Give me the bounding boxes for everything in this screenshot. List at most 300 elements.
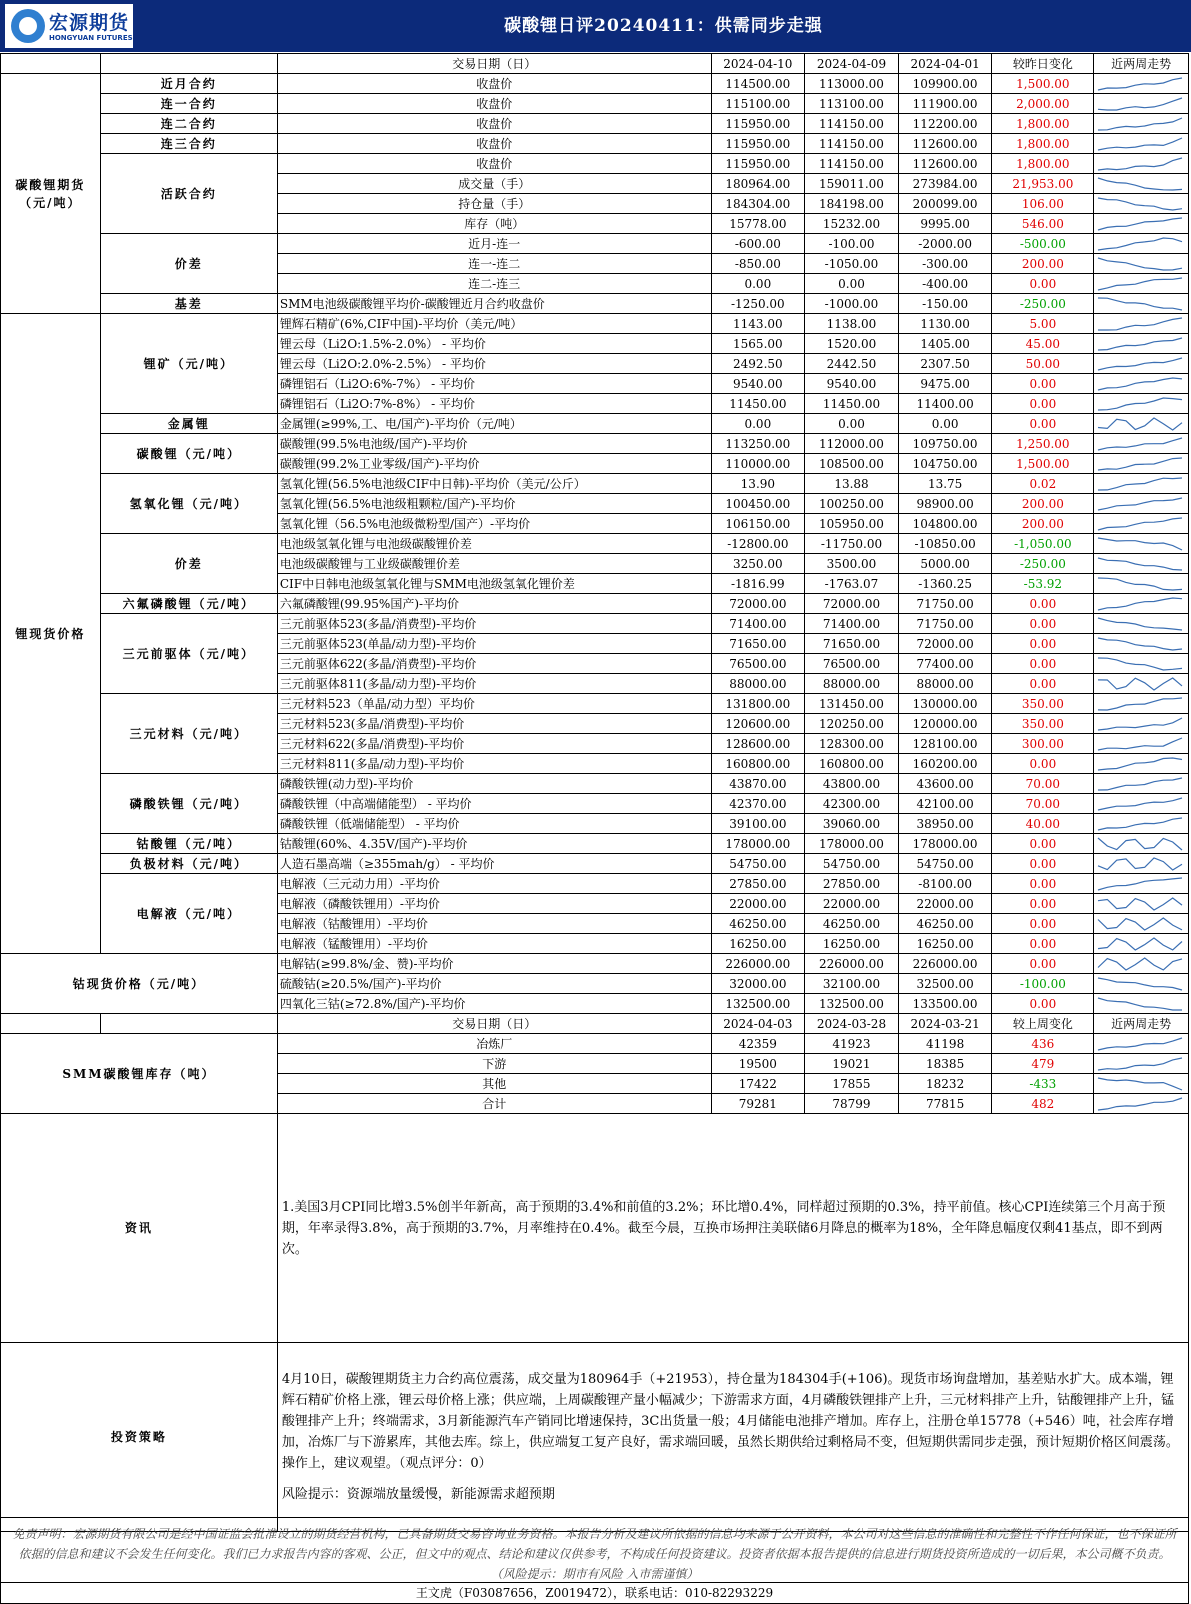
value-cell: 5000.00: [898, 554, 992, 574]
indicator-label: 硫酸钴(≥20.5%/国产)-平均价: [277, 974, 711, 994]
trend-sparkline: [1094, 634, 1189, 654]
change-cell: 50.00: [992, 354, 1094, 374]
sparkline-line: [1098, 198, 1182, 210]
strategy-text: 4月10日，碳酸锂期货主力合约高位震荡，成交量为180964手（+21953），持仓量为184304手(+106)。现货市场询盘增加，基差贴水扩大。成本端，锂辉石精矿价格上涨，锂云母价格上涨；供应端，上周碳酸锂产量小幅减少；下游需求方面，4月磷酸铁锂排产上升，三元材料排产上升，钴酸锂排产上升，锰酸锂排产上升；终端需求，3月新能源汽车产销同比增速保持，3C出货量一般；4月储能电池排产增加。库存上，注册仓单15778（+546）吨，社会库存增加，冶炼厂与下游累库，其他去库。综上，供应端复工复产良好，需求端回暖，虽然长期供给过剩格局不变，但短期供需同步走强，预计短期价格区间震荡。操作上，建议观望。（观点评分：0）: [281, 1372, 1179, 1471]
change-cell: 70.00: [992, 794, 1094, 814]
trend-sparkline: [1094, 654, 1189, 674]
value-cell: 113100.00: [805, 94, 899, 114]
report-header: [0, 0, 1191, 52]
indicator-label: 冶炼厂: [277, 1034, 711, 1054]
table-row: [1, 774, 1189, 794]
value-cell: -1000.00: [805, 294, 899, 314]
value-cell: 42100.00: [898, 794, 992, 814]
strategy-label: 投资策略: [1, 1343, 278, 1532]
table-row: [1, 474, 1189, 494]
value-cell: 17422: [711, 1074, 805, 1094]
change-cell: 0.00: [992, 994, 1094, 1014]
trend-sparkline: [1094, 594, 1189, 614]
sparkline-line: [1098, 938, 1182, 950]
value-cell: 42300.00: [805, 794, 899, 814]
trend-sparkline: [1094, 574, 1189, 594]
value-cell: 22000.00: [898, 894, 992, 914]
subgroup-label: 活跃合约: [100, 154, 277, 234]
value-cell: 79281: [711, 1094, 805, 1114]
change-cell: 482: [992, 1094, 1094, 1114]
indicator-label: 库存（吨）: [277, 214, 711, 234]
trend-sparkline: [1094, 674, 1189, 694]
table-row: [1, 594, 1189, 614]
indicator-label: 磷锂铝石（Li2O:7%-8%） - 平均价: [277, 394, 711, 414]
indicator-label: 收盘价: [277, 134, 711, 154]
trend-sparkline: [1094, 234, 1189, 254]
trend-sparkline: [1094, 74, 1189, 94]
sparkline-line: [1098, 878, 1182, 890]
sparkline-line: [1098, 1098, 1182, 1110]
change-cell: 1,800.00: [992, 154, 1094, 174]
value-cell: 46250.00: [898, 914, 992, 934]
trend-sparkline: [1094, 974, 1189, 994]
trend-sparkline: [1094, 874, 1189, 894]
value-cell: -100.00: [805, 234, 899, 254]
value-cell: 9995.00: [898, 214, 992, 234]
value-cell: 27850.00: [805, 874, 899, 894]
value-cell: 115950.00: [711, 134, 805, 154]
value-cell: 159011.00: [805, 174, 899, 194]
value-cell: 39100.00: [711, 814, 805, 834]
sparkline-line: [1098, 818, 1182, 830]
sparkline-line: [1098, 918, 1182, 930]
table-row: [1, 134, 1189, 154]
table-row: [1, 954, 1189, 974]
indicator-label: 连二-连三: [277, 274, 711, 294]
change-cell: -53.92: [992, 574, 1094, 594]
sparkline-line: [1098, 958, 1182, 970]
sparkline-line: [1098, 758, 1182, 770]
value-cell: 41198: [898, 1034, 992, 1054]
value-cell: 0.00: [805, 414, 899, 434]
news-text: 1.美国3月CPI同比增3.5%创半年新高，高于预期的3.4%和前值的3.2%；环比增0.4%，同样超过预期的0.3%，持平前值。核心CPI连续第三个月高于预期，年率录得3.8%，高于预期的3.7%，月率维持在0.4%。截至今晨，互换市场押注美联储6月降息的概率为18%，全年降息幅度仅剩41基点，即不到两次。: [277, 1114, 1188, 1343]
trend-sparkline: [1094, 434, 1189, 454]
change-cell: 106.00: [992, 194, 1094, 214]
value-cell: 120600.00: [711, 714, 805, 734]
value-cell: 98900.00: [898, 494, 992, 514]
subgroup-label: 三元材料（元/吨）: [100, 694, 277, 774]
value-cell: -850.00: [711, 254, 805, 274]
logo-cn: 宏源期货: [49, 12, 130, 34]
value-cell: -8100.00: [898, 874, 992, 894]
value-cell: 32500.00: [898, 974, 992, 994]
value-cell: 226000.00: [898, 954, 992, 974]
value-cell: 9475.00: [898, 374, 992, 394]
indicator-label: 电解液（钴酸锂用）-平均价: [277, 914, 711, 934]
header-trend: 近两周走势: [1094, 54, 1189, 74]
trend-sparkline: [1094, 394, 1189, 414]
change-cell: 0.00: [992, 874, 1094, 894]
value-cell: 132500.00: [805, 994, 899, 1014]
value-cell: 1130.00: [898, 314, 992, 334]
trend-sparkline: [1094, 894, 1189, 914]
indicator-label: 三元材料622(多晶/消费型)-平均价: [277, 734, 711, 754]
value-cell: -2000.00: [898, 234, 992, 254]
value-cell: 42370.00: [711, 794, 805, 814]
trend-sparkline: [1094, 694, 1189, 714]
sparkline-line: [1098, 478, 1182, 490]
trend-sparkline: [1094, 994, 1189, 1014]
trend-sparkline: [1094, 474, 1189, 494]
value-cell: 72000.00: [805, 594, 899, 614]
change-cell: 1,500.00: [992, 454, 1094, 474]
value-cell: 15232.00: [805, 214, 899, 234]
indicator-label: 四氧化三钴(≥72.8%/国产)-平均价: [277, 994, 711, 1014]
trend-sparkline: [1094, 134, 1189, 154]
indicator-label: 收盘价: [277, 94, 711, 114]
indicator-label: 三元材料523(多晶/消费型)-平均价: [277, 714, 711, 734]
table-row: [1, 94, 1189, 114]
value-cell: -11750.00: [805, 534, 899, 554]
value-cell: -1360.25: [898, 574, 992, 594]
value-cell: 54750.00: [711, 854, 805, 874]
trend-sparkline: [1094, 114, 1189, 134]
sparkline-line: [1098, 378, 1182, 390]
change-cell: 0.00: [992, 894, 1094, 914]
value-cell: 2492.50: [711, 354, 805, 374]
indicator-label: 锂云母（Li2O:2.0%-2.5%） - 平均价: [277, 354, 711, 374]
value-cell: 105950.00: [805, 514, 899, 534]
value-cell: 131450.00: [805, 694, 899, 714]
subgroup-label: 钴酸锂（元/吨）: [100, 834, 277, 854]
value-cell: 106150.00: [711, 514, 805, 534]
change-cell: -500.00: [992, 234, 1094, 254]
change-cell: 546.00: [992, 214, 1094, 234]
value-cell: -150.00: [898, 294, 992, 314]
value-cell: 178000.00: [898, 834, 992, 854]
value-cell: 38950.00: [898, 814, 992, 834]
value-cell: 0.00: [805, 274, 899, 294]
value-cell: 160800.00: [805, 754, 899, 774]
indicator-label: 三元前驱体523(单晶/动力型)-平均价: [277, 634, 711, 654]
table-header-row: [1, 54, 1189, 74]
value-cell: 120250.00: [805, 714, 899, 734]
value-cell: 18232: [898, 1074, 992, 1094]
trend-sparkline: [1094, 814, 1189, 834]
value-cell: 32000.00: [711, 974, 805, 994]
sparkline-line: [1098, 978, 1182, 990]
value-cell: 184304.00: [711, 194, 805, 214]
value-cell: 43870.00: [711, 774, 805, 794]
value-cell: 39060.00: [805, 814, 899, 834]
subgroup-label: 基差: [100, 294, 277, 314]
header-change: 较昨日变化: [992, 54, 1094, 74]
change-cell: 436: [992, 1034, 1094, 1054]
change-cell: 0.00: [992, 934, 1094, 954]
indicator-label: 三元前驱体622(多晶/消费型)-平均价: [277, 654, 711, 674]
indicator-label: 收盘价: [277, 114, 711, 134]
value-cell: 109900.00: [898, 74, 992, 94]
value-cell: 88000.00: [898, 674, 992, 694]
header-date-3: 2024-04-01: [898, 54, 992, 74]
change-cell: 0.00: [992, 654, 1094, 674]
value-cell: 76500.00: [711, 654, 805, 674]
indicator-label: 近月-连一: [277, 234, 711, 254]
empty-cell: [100, 1014, 277, 1034]
change-cell: 300.00: [992, 734, 1094, 754]
value-cell: 133500.00: [898, 994, 992, 1014]
change-cell: -250.00: [992, 554, 1094, 574]
sparkline-line: [1098, 138, 1182, 150]
subgroup-label: 连二合约: [100, 114, 277, 134]
logo-en: HONGYUAN FUTURES: [49, 34, 133, 42]
value-cell: 114150.00: [805, 134, 899, 154]
value-cell: 77400.00: [898, 654, 992, 674]
value-cell: 0.00: [711, 274, 805, 294]
change-cell: 0.00: [992, 674, 1094, 694]
value-cell: 88000.00: [711, 674, 805, 694]
trend-sparkline: [1094, 934, 1189, 954]
change-cell: 2,000.00: [992, 94, 1094, 114]
indicator-label: 氢氧化锂(56.5%电池级CIF中日韩)-平均价（美元/公斤）: [277, 474, 711, 494]
header-date: 2024-03-28: [805, 1014, 899, 1034]
value-cell: -10850.00: [898, 534, 992, 554]
indicator-label: 成交量（手）: [277, 174, 711, 194]
trend-sparkline: [1094, 614, 1189, 634]
sparkline-line: [1098, 658, 1182, 670]
sparkline-line: [1098, 558, 1182, 570]
value-cell: 200099.00: [898, 194, 992, 214]
value-cell: 273984.00: [898, 174, 992, 194]
change-cell: 200.00: [992, 514, 1094, 534]
value-cell: 113250.00: [711, 434, 805, 454]
sparkline-line: [1098, 698, 1182, 710]
header-date-1: 2024-04-10: [711, 54, 805, 74]
change-cell: 0.00: [992, 854, 1094, 874]
value-cell: 43600.00: [898, 774, 992, 794]
sparkline-line: [1098, 778, 1182, 790]
trend-sparkline: [1094, 514, 1189, 534]
indicator-label: 磷酸铁锂(动力型)-平均价: [277, 774, 711, 794]
empty-cell: [1, 1014, 101, 1034]
value-cell: -600.00: [711, 234, 805, 254]
value-cell: 1565.00: [711, 334, 805, 354]
value-cell: 128300.00: [805, 734, 899, 754]
change-cell: 0.00: [992, 594, 1094, 614]
change-cell: 0.00: [992, 914, 1094, 934]
value-cell: 130000.00: [898, 694, 992, 714]
value-cell: 15778.00: [711, 214, 805, 234]
sparkline-line: [1098, 798, 1182, 810]
trend-sparkline: [1094, 1054, 1189, 1074]
table-row: [1, 74, 1189, 94]
indicator-label: 人造石墨高端（≥355mah/g） - 平均价: [277, 854, 711, 874]
trend-sparkline: [1094, 454, 1189, 474]
value-cell: 19500: [711, 1054, 805, 1074]
sparkline-line: [1098, 518, 1182, 530]
indicator-label: 其他: [277, 1074, 711, 1094]
change-cell: 1,800.00: [992, 134, 1094, 154]
sparkline-line: [1098, 498, 1182, 510]
company-logo: [4, 3, 134, 49]
value-cell: 112600.00: [898, 134, 992, 154]
value-cell: 13.90: [711, 474, 805, 494]
change-cell: 0.00: [992, 754, 1094, 774]
sparkline-line: [1098, 218, 1182, 230]
value-cell: 16250.00: [898, 934, 992, 954]
inventory-header-row: [1, 1014, 1189, 1034]
value-cell: 19021: [805, 1054, 899, 1074]
indicator-label: SMM电池级碳酸锂平均价-碳酸锂近月合约收盘价: [277, 294, 711, 314]
value-cell: 112000.00: [805, 434, 899, 454]
value-cell: 114150.00: [805, 114, 899, 134]
value-cell: 108500.00: [805, 454, 899, 474]
value-cell: 178000.00: [711, 834, 805, 854]
strategy-cell: [277, 1343, 1188, 1532]
value-cell: 115950.00: [711, 154, 805, 174]
sparkline-line: [1098, 618, 1182, 630]
sparkline-line: [1098, 1058, 1182, 1070]
indicator-label: 电解液（锰酸锂用）-平均价: [277, 934, 711, 954]
value-cell: 46250.00: [805, 914, 899, 934]
trend-sparkline: [1094, 334, 1189, 354]
value-cell: 42359: [711, 1034, 805, 1054]
value-cell: 112200.00: [898, 114, 992, 134]
header-date-label: 交易日期（日）: [277, 1014, 711, 1034]
indicator-label: 锂辉石精矿(6%,CIF中国)-平均价（美元/吨）: [277, 314, 711, 334]
sparkline-line: [1098, 258, 1182, 270]
subgroup-label: 电解液（元/吨）: [100, 874, 277, 954]
indicator-label: 钴酸锂(60%、4.35V/国产)-平均价: [277, 834, 711, 854]
value-cell: 128100.00: [898, 734, 992, 754]
indicator-label: 磷锂铝石（Li2O:6%-7%） - 平均价: [277, 374, 711, 394]
table-row: [1, 114, 1189, 134]
change-cell: 200.00: [992, 494, 1094, 514]
value-cell: 113000.00: [805, 74, 899, 94]
value-cell: 100250.00: [805, 494, 899, 514]
change-cell: 0.00: [992, 414, 1094, 434]
trend-sparkline: [1094, 294, 1189, 314]
sparkline-line: [1098, 858, 1182, 870]
change-cell: 0.00: [992, 834, 1094, 854]
sparkline-line: [1098, 578, 1182, 590]
trend-sparkline: [1094, 854, 1189, 874]
indicator-label: 三元材料811(多晶/动力型)-平均价: [277, 754, 711, 774]
value-cell: 16250.00: [805, 934, 899, 954]
value-cell: 11450.00: [711, 394, 805, 414]
sparkline-line: [1098, 158, 1182, 170]
value-cell: 109750.00: [898, 434, 992, 454]
disclaimer: 免责声明：宏源期货有限公司是经中国证监会批准设立的期货经营机构，已具备期货交易咨询业务资格。本报告分析及建议所依据的信息均来源于公开资料，本公司对这些信息的准确性和完整性不作任何保证，也不保证所依据的信息和建议不会发生任何变化。我们已力求报告内容的客观、公正，但文中的观点、结论和建议仅供参考，不构成任何投资建议。投资者依据本报告提供的信息进行期货投资所造成的一切后果，本公司概不负责。（风险提示：期市有风险 入市需谨慎）: [0, 1517, 1189, 1583]
value-cell: -1816.99: [711, 574, 805, 594]
value-cell: 112600.00: [898, 154, 992, 174]
value-cell: 72000.00: [898, 634, 992, 654]
value-cell: 178000.00: [805, 834, 899, 854]
change-cell: 40.00: [992, 814, 1094, 834]
value-cell: 3250.00: [711, 554, 805, 574]
trend-sparkline: [1094, 714, 1189, 734]
trend-sparkline: [1094, 1094, 1189, 1114]
value-cell: -400.00: [898, 274, 992, 294]
value-cell: -1050.00: [805, 254, 899, 274]
indicator-label: 金属锂(≥99%,工、电/国产)-平均价（元/吨）: [277, 414, 711, 434]
value-cell: 0.00: [711, 414, 805, 434]
sparkline-line: [1098, 438, 1182, 450]
change-cell: 5.00: [992, 314, 1094, 334]
strategy-row: [1, 1343, 1189, 1532]
value-cell: -1250.00: [711, 294, 805, 314]
sparkline-line: [1098, 838, 1182, 850]
indicator-label: 收盘价: [277, 74, 711, 94]
indicator-label: 下游: [277, 1054, 711, 1074]
sparkline-line: [1098, 178, 1182, 190]
change-cell: 350.00: [992, 714, 1094, 734]
value-cell: 76500.00: [805, 654, 899, 674]
indicator-label: 连一-连二: [277, 254, 711, 274]
value-cell: 132500.00: [711, 994, 805, 1014]
value-cell: 1143.00: [711, 314, 805, 334]
table-row: [1, 694, 1189, 714]
value-cell: 71650.00: [711, 634, 805, 654]
value-cell: 115950.00: [711, 114, 805, 134]
value-cell: -12800.00: [711, 534, 805, 554]
table-row: [1, 854, 1189, 874]
trend-sparkline: [1094, 734, 1189, 754]
change-cell: 70.00: [992, 774, 1094, 794]
news-row: [1, 1114, 1189, 1343]
group-label: 钴现货价格（元/吨）: [1, 954, 278, 1014]
indicator-label: 电池级氢氧化锂与电池级碳酸锂价差: [277, 534, 711, 554]
indicator-label: 锂云母（Li2O:1.5%-2.0%） - 平均价: [277, 334, 711, 354]
subgroup-label: 金属锂: [100, 414, 277, 434]
header-change: 较上周变化: [992, 1014, 1094, 1034]
indicator-label: 磷酸铁锂（中高端储能型） - 平均价: [277, 794, 711, 814]
change-cell: 21,953.00: [992, 174, 1094, 194]
news-label: 资讯: [1, 1114, 278, 1343]
sparkline-line: [1098, 238, 1182, 250]
value-cell: 2307.50: [898, 354, 992, 374]
sparkline-line: [1098, 318, 1182, 330]
value-cell: 46250.00: [711, 914, 805, 934]
value-cell: 180964.00: [711, 174, 805, 194]
contact-info: 王文虎（F03087656，Z0019472），联系电话：010-82293229: [0, 1583, 1189, 1604]
table-row: [1, 434, 1189, 454]
value-cell: 184198.00: [805, 194, 899, 214]
change-cell: 350.00: [992, 694, 1094, 714]
change-cell: -1,050.00: [992, 534, 1094, 554]
value-cell: 114500.00: [711, 74, 805, 94]
sparkline-line: [1098, 338, 1182, 350]
trend-sparkline: [1094, 834, 1189, 854]
value-cell: 11450.00: [805, 394, 899, 414]
value-cell: 160800.00: [711, 754, 805, 774]
indicator-label: CIF中日韩电池级氢氧化锂与SMM电池级氢氧化锂价差: [277, 574, 711, 594]
value-cell: 32100.00: [805, 974, 899, 994]
change-cell: -433: [992, 1074, 1094, 1094]
value-cell: 77815: [898, 1094, 992, 1114]
value-cell: 114150.00: [805, 154, 899, 174]
value-cell: 71400.00: [805, 614, 899, 634]
subgroup-label: 碳酸锂（元/吨）: [100, 434, 277, 474]
indicator-label: 氢氧化锂(56.5%电池级粗颗粒/国产)-平均价: [277, 494, 711, 514]
table-row: [1, 314, 1189, 334]
header-date: 2024-03-21: [898, 1014, 992, 1034]
subgroup-label: 价差: [100, 234, 277, 294]
sparkline-line: [1098, 1038, 1182, 1050]
header-trend: 近两周走势: [1094, 1014, 1189, 1034]
sparkline-line: [1098, 638, 1182, 650]
value-cell: 128600.00: [711, 734, 805, 754]
group-label: SMM碳酸锂库存（吨）: [1, 1034, 278, 1114]
trend-sparkline: [1094, 254, 1189, 274]
value-cell: 54750.00: [805, 854, 899, 874]
indicator-label: 三元前驱体811(多晶/动力型)-平均价: [277, 674, 711, 694]
